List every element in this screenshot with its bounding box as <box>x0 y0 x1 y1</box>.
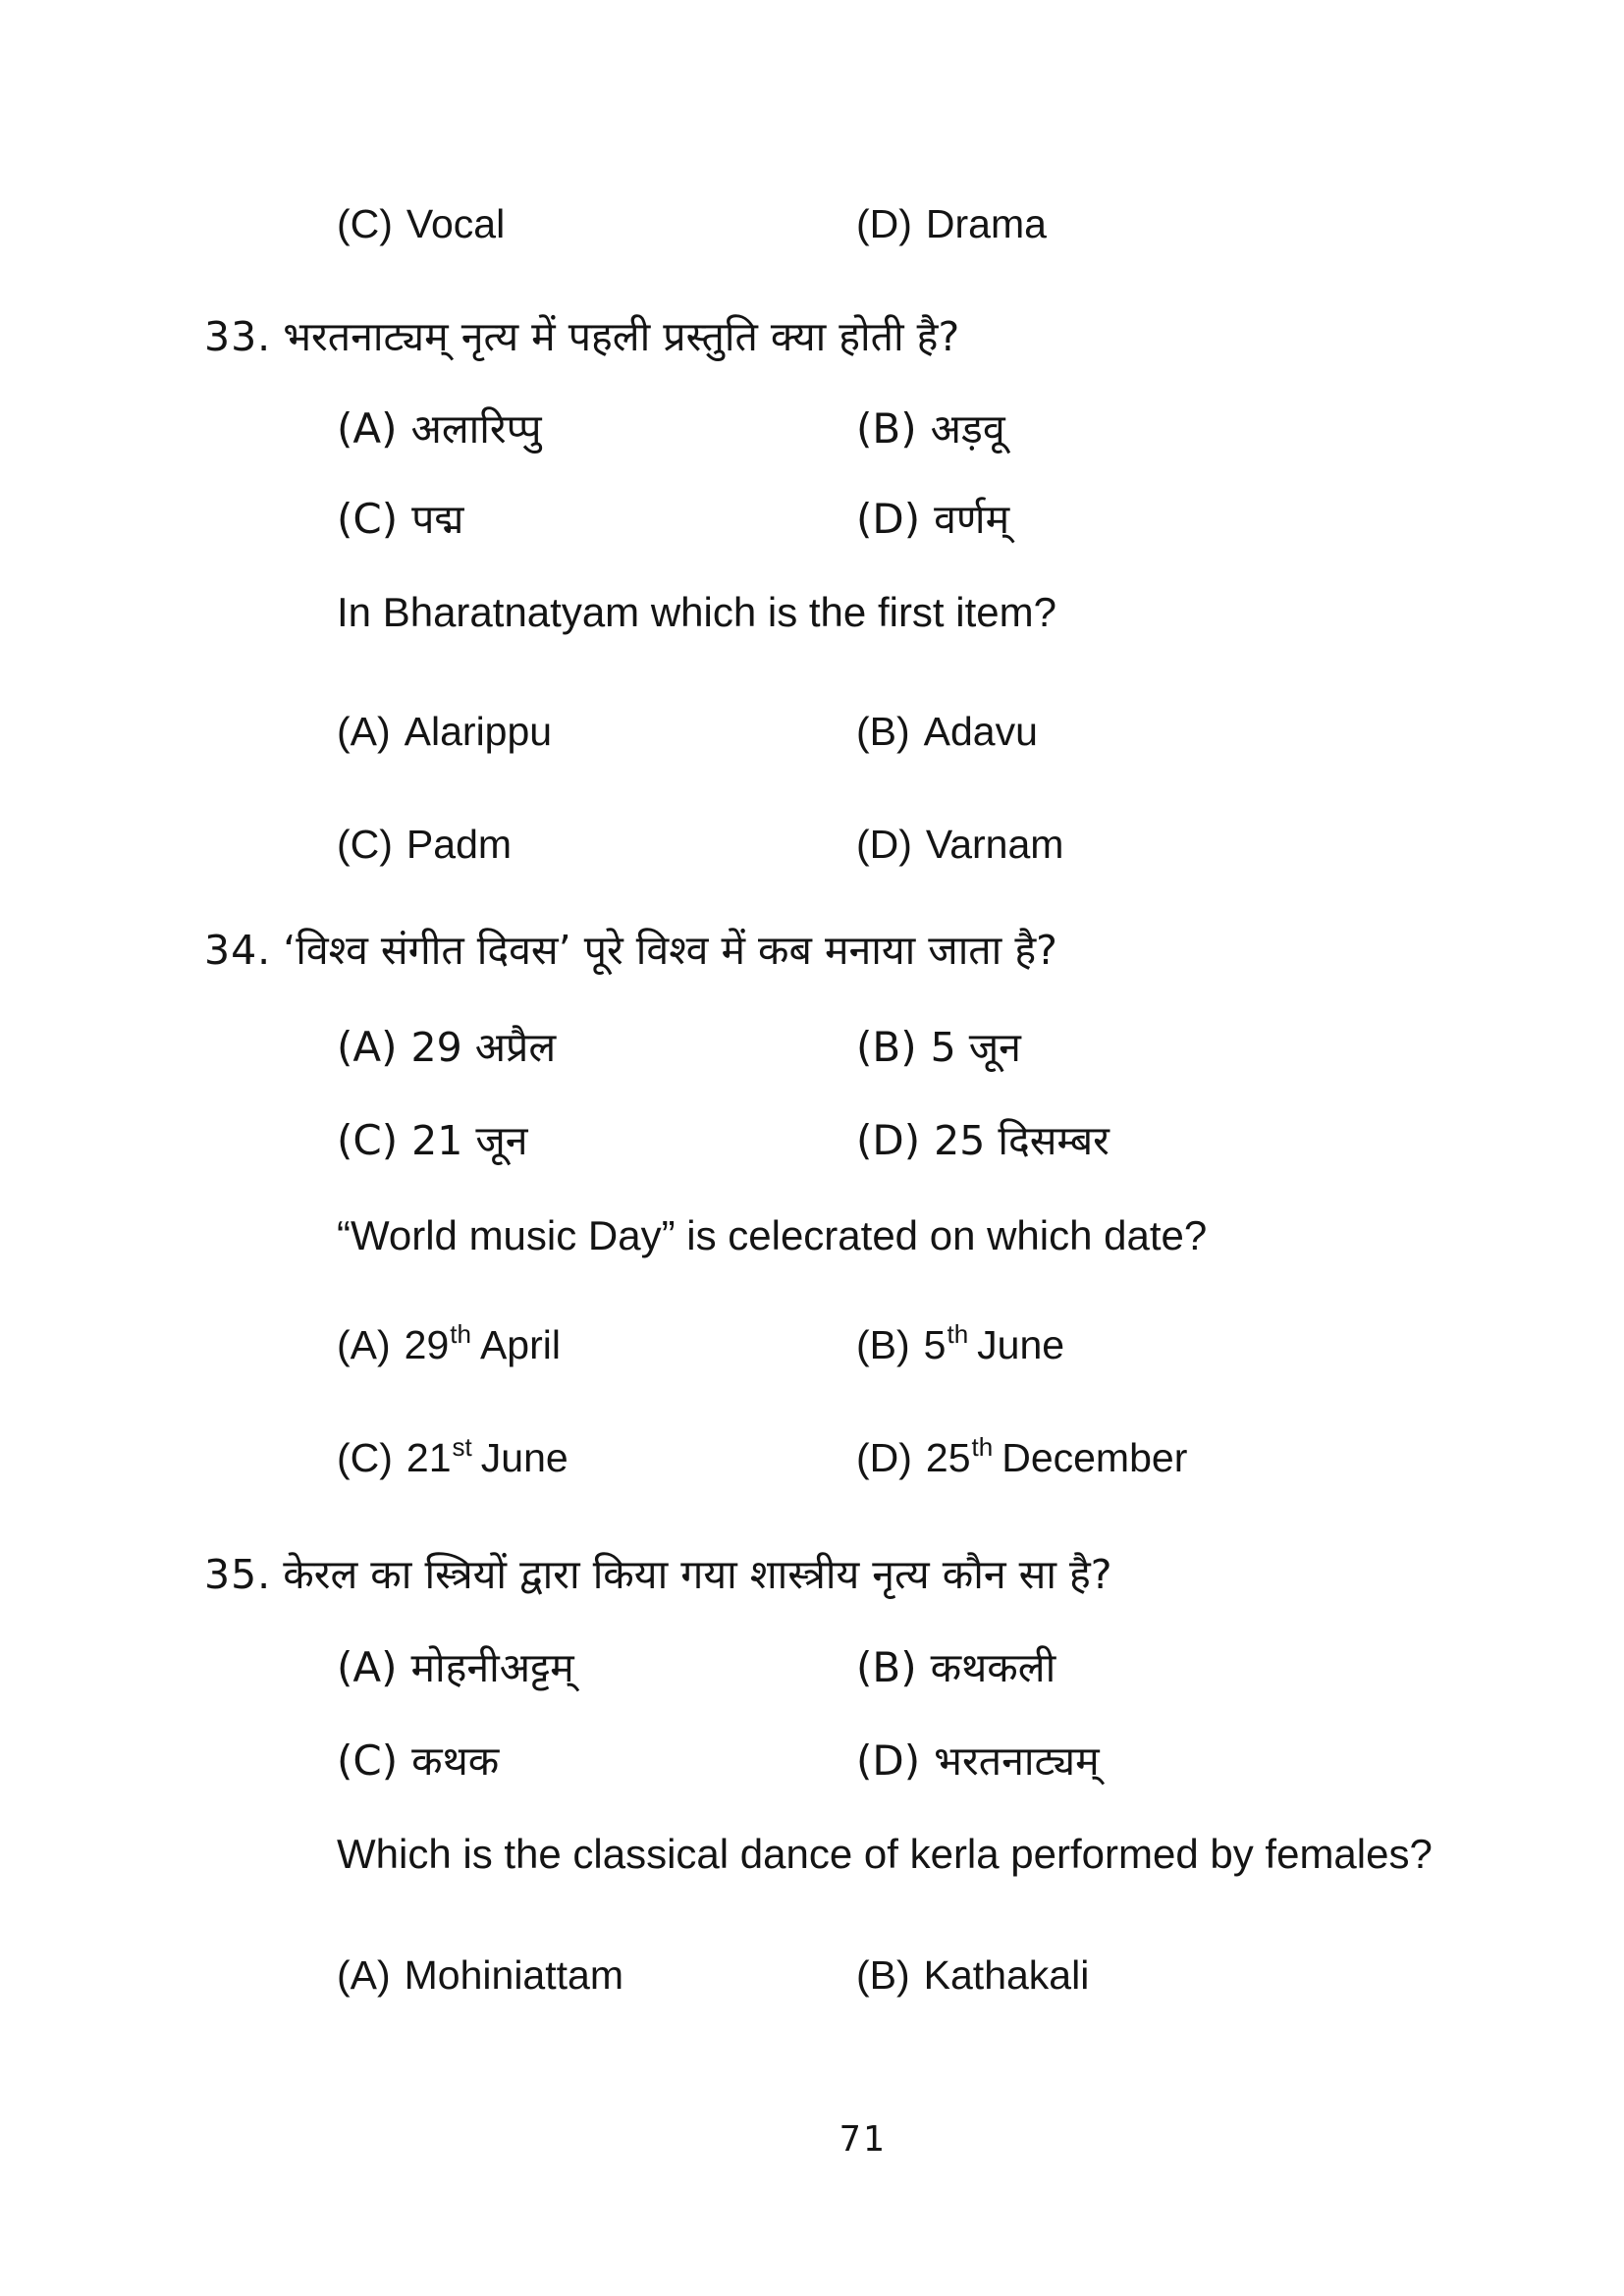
option-text: मोहनीअट्टम् <box>410 1644 574 1691</box>
q33-hindi-option-c <box>337 497 463 542</box>
question-text: Which is the classical dance of kerla performed by females? <box>337 1831 1433 1877</box>
q34-hindi-option-d <box>856 1118 1110 1163</box>
option-text: 25 दिसम्बर <box>934 1117 1110 1164</box>
option-text: June <box>480 1435 568 1480</box>
option-label: (D) <box>856 1736 921 1785</box>
q33-english-option-b <box>856 710 1038 754</box>
option-number: 25 <box>925 1435 971 1480</box>
q35-hindi-option-a <box>337 1645 574 1690</box>
option-text: वर्णम् <box>934 496 1010 543</box>
q35-english-option-a <box>337 1953 623 1998</box>
q35-english-question <box>337 1832 1433 1877</box>
q34-english-option-b <box>856 1319 1065 1367</box>
option-text: अड़वू <box>930 405 1005 453</box>
option-text: कथक <box>411 1737 500 1785</box>
option-label: (D) <box>856 495 921 543</box>
question-text: केरल का स्त्रियों द्वारा किया गया शास्त्रीय नृत्य कौन सा है? <box>283 1551 1112 1598</box>
option-text: पद्म <box>411 496 464 543</box>
ordinal-suffix: th <box>450 1319 471 1349</box>
option-label: (B) <box>856 1643 917 1691</box>
option-text: Mohiniattam <box>404 1952 623 1998</box>
option-label: (C) <box>337 1116 399 1164</box>
option-label: (B) <box>856 1952 910 1998</box>
q33-hindi-option-d <box>856 497 1009 542</box>
option-label: (A) <box>337 404 398 453</box>
q33-english-option-d <box>856 823 1063 867</box>
q35-hindi-option-c <box>337 1738 499 1784</box>
q35-hindi-option-b <box>856 1645 1056 1690</box>
option-label: (D) <box>856 201 912 246</box>
option-text: 21 जून <box>411 1117 528 1164</box>
option-text: June <box>977 1322 1065 1367</box>
option-label: (A) <box>337 1322 391 1367</box>
option-label: (A) <box>337 1023 398 1071</box>
q34-hindi-option-c <box>337 1118 528 1163</box>
q34-english-option-d <box>856 1432 1188 1480</box>
option-label: (D) <box>856 1435 912 1480</box>
option-text: अलारिप्पु <box>410 405 542 453</box>
option-text: भरतनाट्यम् <box>934 1737 1100 1785</box>
q33-english-question <box>337 590 1056 635</box>
q32-option-d <box>856 202 1047 246</box>
q33-hindi-option-a <box>337 406 542 452</box>
option-label: (B) <box>856 1322 910 1367</box>
option-number: 29 <box>404 1322 450 1367</box>
option-label: (D) <box>856 822 912 867</box>
q34-hindi-option-a <box>337 1025 556 1070</box>
question-text: “World music Day” is celecrated on which date? <box>337 1212 1208 1258</box>
option-text: 5 जून <box>930 1024 1021 1071</box>
q35-hindi-option-d <box>856 1738 1100 1784</box>
option-text: 29 अप्रैल <box>410 1024 557 1071</box>
option-number: 21 <box>406 1435 452 1480</box>
option-label: (A) <box>337 709 391 754</box>
q34-hindi-option-b <box>856 1025 1021 1070</box>
ordinal-suffix: st <box>452 1432 472 1462</box>
option-label: (C) <box>337 201 393 246</box>
q35-hindi-question <box>204 1553 1112 1597</box>
option-text: Adavu <box>923 709 1038 754</box>
ordinal-suffix: th <box>947 1319 969 1349</box>
q34-english-question <box>337 1213 1207 1258</box>
question-number: 35. <box>204 1551 272 1598</box>
question-text: ‘विश्व संगीत दिवस’ पूरे विश्व में कब मनाया जाता है? <box>283 927 1057 974</box>
q33-english-option-c <box>337 823 512 867</box>
question-text: भरतनाट्यम् नृत्य में पहली प्रस्तुति क्या होती है? <box>283 313 960 360</box>
q34-hindi-question <box>204 929 1057 973</box>
option-number: 5 <box>923 1322 947 1367</box>
option-label: (C) <box>337 1736 399 1785</box>
question-text: In Bharatnatyam which is the first item? <box>337 589 1056 635</box>
option-text: Drama <box>925 201 1047 246</box>
option-label: (C) <box>337 1435 393 1480</box>
option-text: Kathakali <box>923 1952 1090 1998</box>
option-label: (B) <box>856 404 917 453</box>
option-label: (C) <box>337 495 399 543</box>
ordinal-suffix: th <box>971 1432 994 1462</box>
q32-option-c <box>337 202 505 246</box>
option-label: (C) <box>337 822 393 867</box>
q35-english-option-b <box>856 1953 1089 1998</box>
option-text: Vocal <box>406 201 506 246</box>
q33-hindi-question <box>204 315 959 359</box>
q34-english-option-c <box>337 1432 568 1480</box>
option-label: (D) <box>856 1116 921 1164</box>
question-number: 33. <box>204 313 272 360</box>
option-label: (A) <box>337 1952 391 1998</box>
option-text: कथकली <box>930 1644 1056 1691</box>
option-text: Alarippu <box>404 709 553 754</box>
page-number: 71 <box>839 2119 887 2160</box>
option-label: (B) <box>856 709 910 754</box>
option-label: (B) <box>856 1023 917 1071</box>
q33-english-option-a <box>337 710 552 754</box>
option-text: December <box>1001 1435 1188 1480</box>
q34-english-option-a <box>337 1319 561 1367</box>
option-label: (A) <box>337 1643 398 1691</box>
question-number: 34. <box>204 927 272 974</box>
option-text: Padm <box>406 822 513 867</box>
q33-hindi-option-b <box>856 406 1005 452</box>
option-text: April <box>479 1322 561 1367</box>
option-text: Varnam <box>925 822 1064 867</box>
